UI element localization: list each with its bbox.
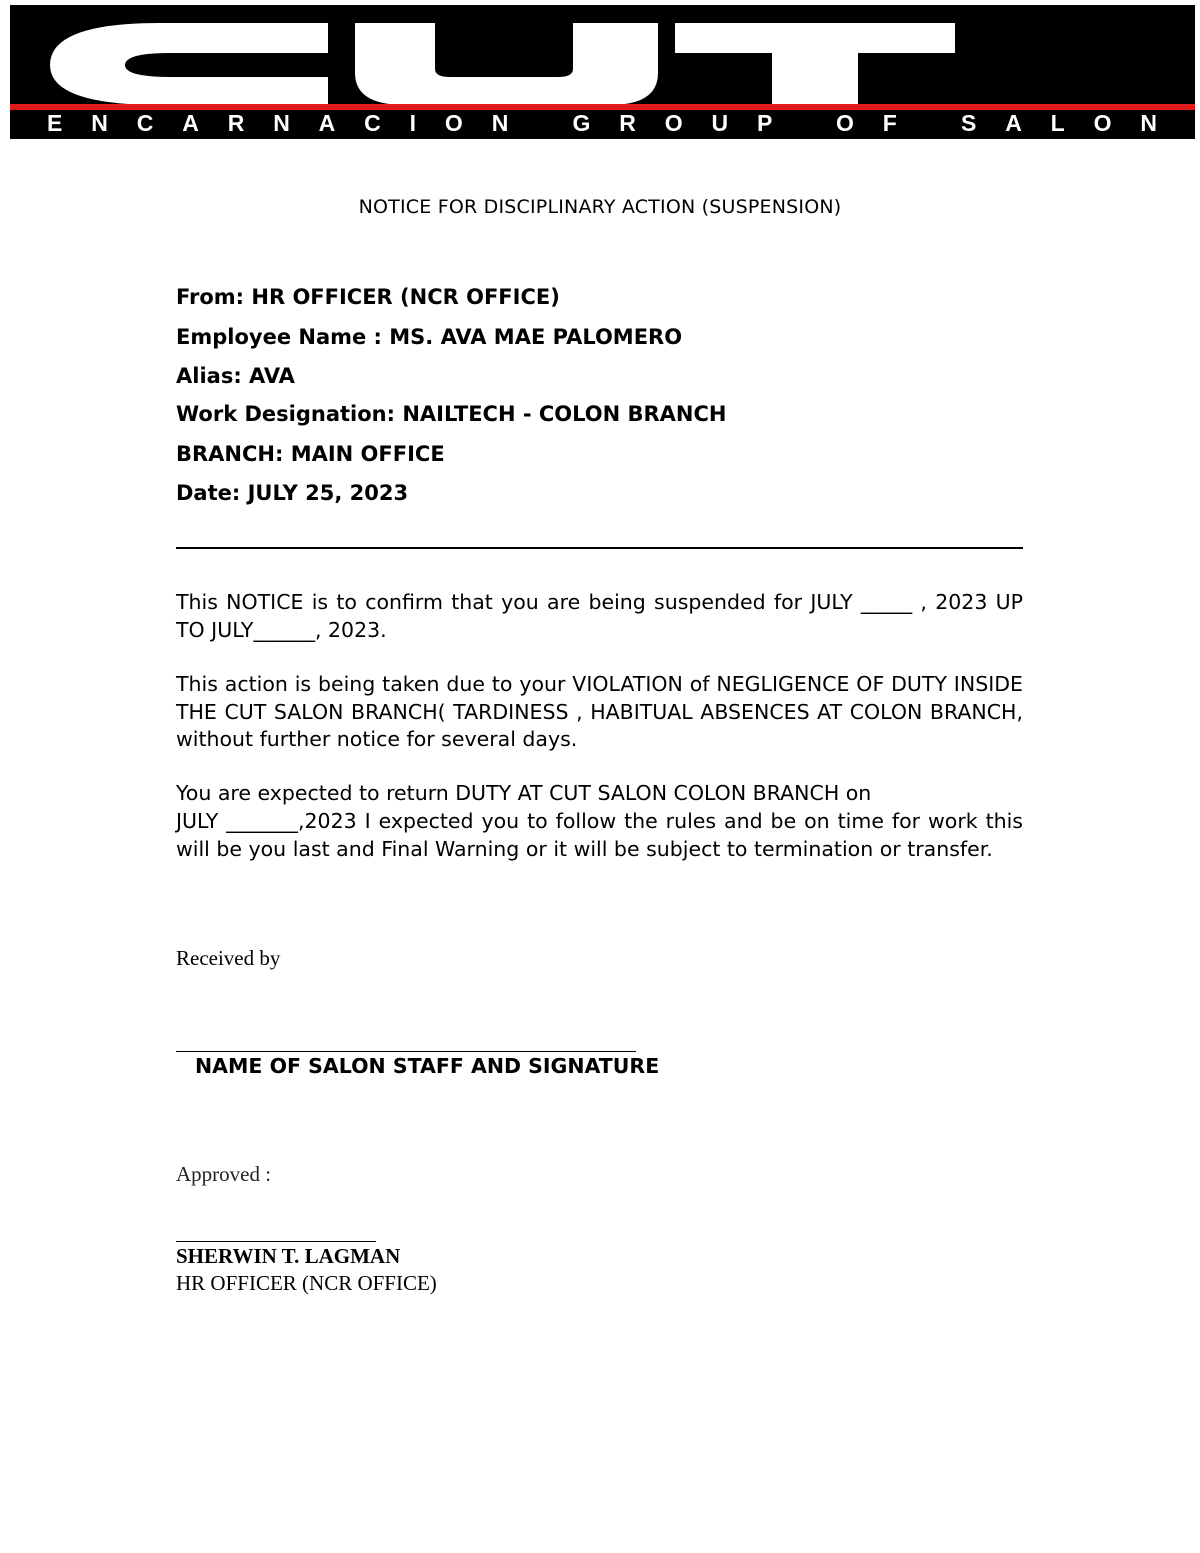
field-branch <box>176 442 445 466</box>
violation-paragraph: This action is being taken due to your VIOLATION of NEGLIGENCE OF DUTY INSIDE THE CUT SALON BRANCH( TARDINESS , HABITUAL ABSENCES AT COLON BRANCH, without further notice for several days. <box>176 672 1023 751</box>
field-label: From: <box>176 285 245 309</box>
suspension-paragraph: This NOTICE is to confirm that you are being suspended for JULY _____ , 2023 UP TO JULY______, 2023. <box>176 590 1023 642</box>
approver-signature-line <box>176 1241 376 1242</box>
field-label: BRANCH: <box>176 442 284 466</box>
staff-signature-caption: NAME OF SALON STAFF AND SIGNATURE <box>195 1054 660 1078</box>
received-by-label: Received by <box>176 946 281 970</box>
notice-title: NOTICE FOR DISCIPLINARY ACTION (SUSPENSION) <box>358 196 842 218</box>
field-employee-name <box>176 325 682 349</box>
section-divider <box>176 547 1023 549</box>
field-value: MS. AVA MAE PALOMERO <box>389 325 683 349</box>
field-label: Alias: <box>176 364 242 388</box>
field-value: AVA <box>249 364 295 388</box>
tagline: ENCARNACION GROUP OF SALON <box>47 110 1158 136</box>
approver-name: SHERWIN T. LAGMAN <box>176 1244 401 1268</box>
field-label: Date: <box>176 481 241 505</box>
field-alias <box>176 364 295 388</box>
approved-label: Approved : <box>176 1162 272 1186</box>
field-value: HR OFFICER (NCR OFFICE) <box>251 285 560 309</box>
field-work-designation <box>176 402 727 426</box>
field-label: Work Designation: <box>176 402 396 426</box>
field-date <box>176 481 408 505</box>
header-banner <box>10 5 1195 139</box>
field-from <box>176 285 560 309</box>
field-value: MAIN OFFICE <box>290 442 445 466</box>
field-label: Employee Name : <box>176 325 382 349</box>
approver-title: HR OFFICER (NCR OFFICE) <box>176 1271 437 1295</box>
warning-paragraph: JULY _______,2023 I expected you to follow the rules and be on time for work this will be you last and Final Warning or it will be subject to termination or transfer. <box>176 809 1023 861</box>
field-value: JULY 25, 2023 <box>247 481 409 505</box>
brand-logo <box>10 5 1195 139</box>
field-value: NAILTECH - COLON BRANCH <box>402 402 727 426</box>
return-line: You are expected to return DUTY AT CUT SALON COLON BRANCH on <box>176 781 872 805</box>
staff-signature-line <box>176 1051 636 1052</box>
